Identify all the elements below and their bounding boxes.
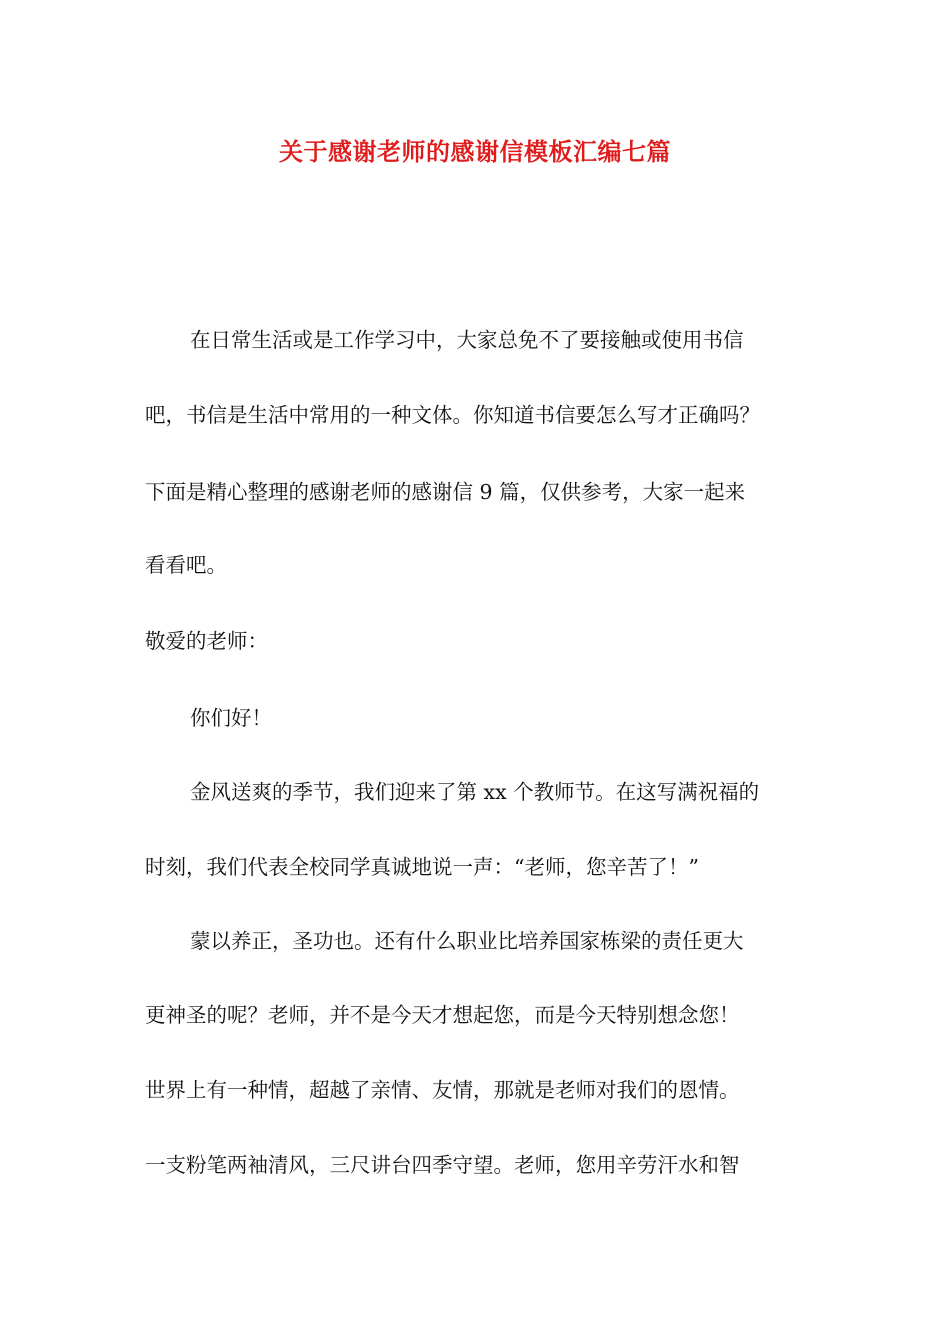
body-line-4: 看看吧。 bbox=[145, 553, 227, 577]
body-line-7: 蒙以养正，圣功也。还有什么职业比培养国家栋梁的责任更大 bbox=[190, 929, 744, 953]
body-line-8: 更神圣的呢？老师，并不是今天才想起您，而是今天特别想念您！ bbox=[145, 1003, 740, 1027]
greeting: 你们好！ bbox=[190, 706, 272, 730]
document-title: 关于感谢老师的感谢信模板汇编七篇 bbox=[279, 137, 671, 166]
body-line-1: 在日常生活或是工作学习中，大家总免不了要接触或使用书信 bbox=[190, 328, 744, 352]
salutation: 敬爱的老师： bbox=[145, 629, 268, 653]
body-line-2: 吧，书信是生活中常用的一种文体。你知道书信要怎么写才正确吗？ bbox=[145, 403, 760, 427]
body-line-6: 时刻，我们代表全校同学真诚地说一声：“老师，您辛苦了！” bbox=[145, 855, 699, 879]
body-line-5: 金风送爽的季节，我们迎来了第 xx 个教师节。在这写满祝福的 bbox=[190, 780, 760, 804]
body-line-3: 下面是精心整理的感谢老师的感谢信 9 篇，仅供参考，大家一起来 bbox=[145, 480, 746, 504]
body-line-10: 一支粉笔两袖清风，三尺讲台四季守望。老师，您用辛劳汗水和智 bbox=[145, 1153, 740, 1177]
body-line-9: 世界上有一种情，超越了亲情、友情，那就是老师对我们的恩情。 bbox=[145, 1078, 740, 1102]
